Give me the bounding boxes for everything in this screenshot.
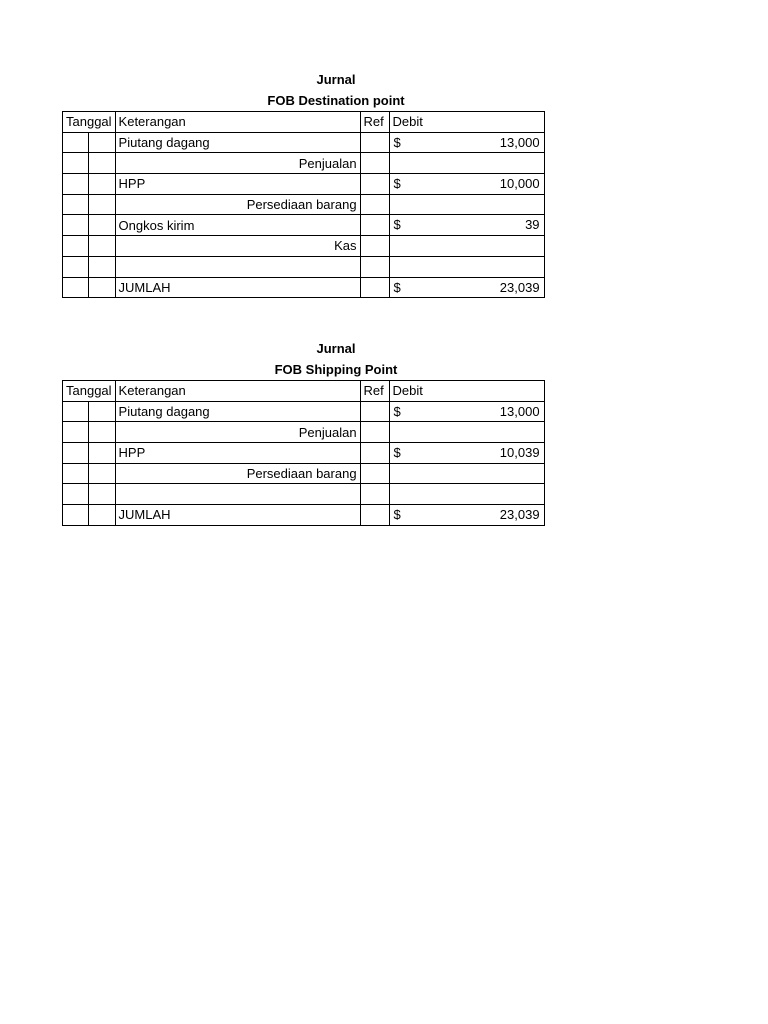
table-row	[63, 174, 545, 195]
tanggal-cell	[63, 194, 89, 215]
header-debit: Debit	[389, 381, 544, 402]
table-row	[63, 505, 545, 526]
journal-2-title: Jurnal	[316, 341, 356, 356]
debit-cell	[389, 236, 544, 257]
keterangan-cell: Kas	[115, 236, 360, 257]
table-row	[63, 215, 545, 236]
debit-cell	[389, 174, 544, 195]
ref-cell	[360, 505, 389, 526]
currency-symbol: $	[393, 403, 401, 419]
keterangan-cell: Penjualan	[115, 153, 360, 174]
debit-amount: 13,000	[499, 134, 540, 150]
debit-cell	[389, 153, 544, 174]
tanggal-cell	[89, 422, 115, 443]
ref-cell	[360, 443, 389, 464]
table-row	[63, 236, 545, 257]
tanggal-cell	[63, 153, 89, 174]
table-row	[63, 132, 545, 153]
header-ref: Ref	[360, 112, 389, 133]
keterangan-cell: Ongkos kirim	[115, 215, 360, 236]
journal-1-table	[62, 111, 545, 298]
tanggal-cell	[63, 277, 89, 298]
tanggal-cell	[89, 484, 115, 505]
currency-symbol: $	[393, 134, 401, 150]
keterangan-cell: Piutang dagang	[115, 132, 360, 153]
tanggal-cell	[63, 215, 89, 236]
debit-amount: 23,039	[499, 279, 540, 295]
header-tanggal: Tanggal	[63, 381, 116, 402]
table-header-row	[63, 381, 545, 402]
tanggal-cell	[63, 236, 89, 257]
debit-cell	[389, 422, 544, 443]
keterangan-cell: Piutang dagang	[115, 401, 360, 422]
ref-cell	[360, 194, 389, 215]
debit-amount: 13,000	[499, 403, 540, 419]
ref-cell	[360, 153, 389, 174]
tanggal-cell	[63, 422, 89, 443]
tanggal-cell	[63, 505, 89, 526]
table-row	[63, 443, 545, 464]
debit-cell	[389, 277, 544, 298]
tanggal-cell	[89, 174, 115, 195]
tanggal-cell	[63, 132, 89, 153]
ref-cell	[360, 174, 389, 195]
currency-symbol: $	[393, 507, 401, 523]
table-row	[63, 463, 545, 484]
tanggal-cell	[89, 194, 115, 215]
keterangan-cell: JUMLAH	[115, 277, 360, 298]
ref-cell	[360, 401, 389, 422]
journal-1-title: Jurnal	[316, 72, 356, 87]
table-row	[63, 153, 545, 174]
journal-2-table	[62, 380, 545, 526]
tanggal-cell	[63, 401, 89, 422]
debit-amount: 23,039	[499, 507, 540, 523]
journal-2-subtitle: FOB Shipping Point	[274, 362, 398, 377]
table-header-row	[63, 112, 545, 133]
debit-cell	[389, 215, 544, 236]
keterangan-cell: Persediaan barang	[115, 463, 360, 484]
tanggal-cell	[89, 463, 115, 484]
tanggal-cell	[89, 153, 115, 174]
debit-cell	[389, 443, 544, 464]
tanggal-cell	[63, 256, 89, 277]
debit-amount: 39	[525, 217, 540, 233]
header-debit: Debit	[389, 112, 544, 133]
tanggal-cell	[89, 256, 115, 277]
keterangan-cell: HPP	[115, 443, 360, 464]
tanggal-cell	[89, 215, 115, 236]
table-row	[63, 256, 545, 277]
debit-cell	[389, 505, 544, 526]
table-row	[63, 422, 545, 443]
tanggal-cell	[63, 174, 89, 195]
keterangan-cell: Penjualan	[115, 422, 360, 443]
table-row	[63, 194, 545, 215]
tanggal-cell	[63, 443, 89, 464]
table-row	[63, 277, 545, 298]
tanggal-cell	[63, 484, 89, 505]
debit-cell	[389, 194, 544, 215]
tanggal-cell	[89, 401, 115, 422]
tanggal-cell	[89, 132, 115, 153]
keterangan-cell: HPP	[115, 174, 360, 195]
ref-cell	[360, 484, 389, 505]
tanggal-cell	[89, 443, 115, 464]
tanggal-cell	[89, 236, 115, 257]
debit-cell	[389, 256, 544, 277]
keterangan-cell: JUMLAH	[115, 505, 360, 526]
debit-cell	[389, 132, 544, 153]
ref-cell	[360, 215, 389, 236]
ref-cell	[360, 256, 389, 277]
tanggal-cell	[63, 463, 89, 484]
table-row	[63, 401, 545, 422]
tanggal-cell	[89, 277, 115, 298]
ref-cell	[360, 463, 389, 484]
currency-symbol: $	[393, 445, 401, 461]
debit-amount: 10,000	[499, 176, 540, 192]
ref-cell	[360, 132, 389, 153]
tanggal-cell	[89, 505, 115, 526]
header-ref: Ref	[360, 381, 389, 402]
debit-cell	[389, 463, 544, 484]
header-keterangan: Keterangan	[115, 381, 360, 402]
debit-cell	[389, 401, 544, 422]
journal-1-subtitle: FOB Destination point	[267, 93, 405, 108]
keterangan-cell: Persediaan barang	[115, 194, 360, 215]
ref-cell	[360, 422, 389, 443]
ref-cell	[360, 236, 389, 257]
table-row	[63, 484, 545, 505]
keterangan-cell	[115, 484, 360, 505]
header-tanggal: Tanggal	[63, 112, 116, 133]
debit-cell	[389, 484, 544, 505]
currency-symbol: $	[393, 176, 401, 192]
debit-amount: 10,039	[499, 445, 540, 461]
currency-symbol: $	[393, 279, 401, 295]
currency-symbol: $	[393, 217, 401, 233]
keterangan-cell	[115, 256, 360, 277]
header-keterangan: Keterangan	[115, 112, 360, 133]
ref-cell	[360, 277, 389, 298]
